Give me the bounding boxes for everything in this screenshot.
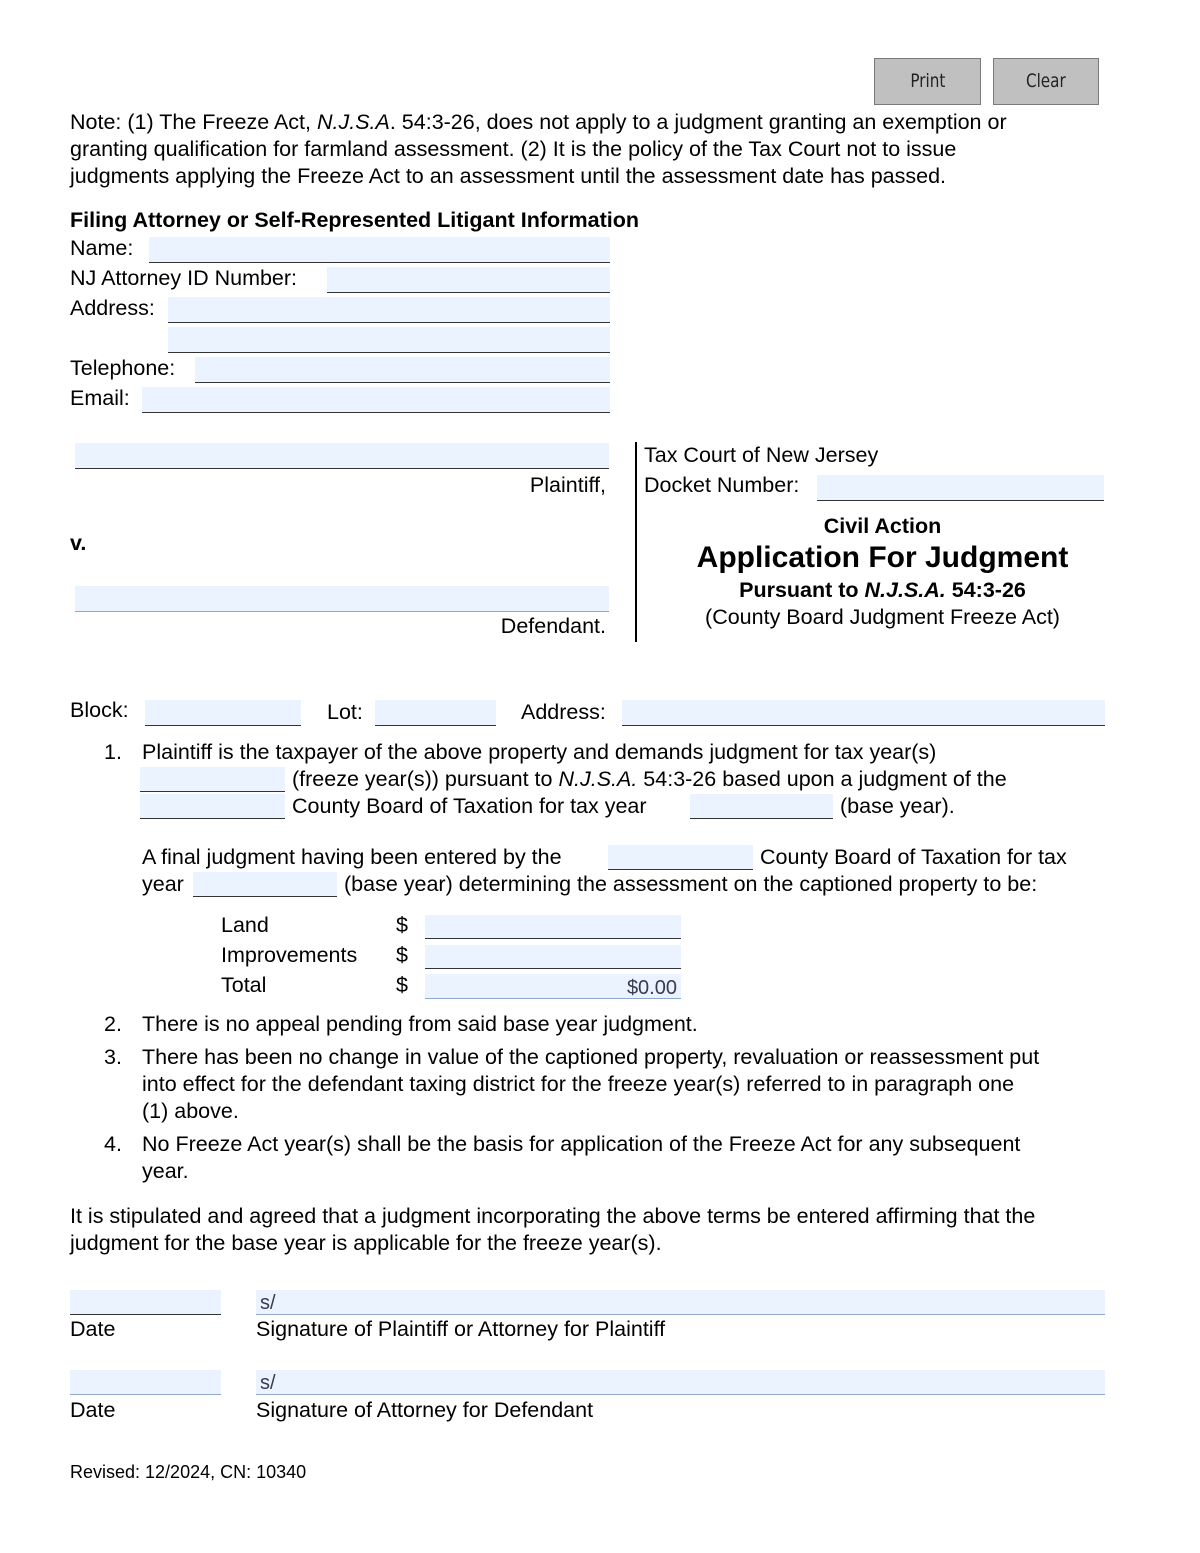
- note-text: Note: (1) The Freeze Act,: [70, 110, 317, 134]
- para1-number: 1.: [104, 740, 122, 764]
- court-name: Tax Court of New Jersey: [644, 443, 879, 467]
- stipulation-line-2: judgment for the base year is applicable for the freeze year(s).: [70, 1231, 662, 1255]
- defendant-signature-label: Signature of Attorney for Defendant: [256, 1398, 594, 1422]
- land-currency: $: [396, 913, 408, 937]
- para1-line-1: Plaintiff is the taxpayer of the above property and demands judgment for tax year(s): [142, 740, 937, 764]
- plaintiff-signature-label: Signature of Plaintiff or Attorney for Plaintiff: [256, 1317, 666, 1341]
- note: [70, 109, 1150, 190]
- note-line-1: [70, 109, 1150, 136]
- pursuant-citation: N.J.S.A.: [864, 578, 946, 602]
- address-field-line-2[interactable]: [168, 327, 610, 353]
- plaintiff-label: Plaintiff,: [529, 473, 606, 497]
- stipulation-line-1: It is stipulated and agreed that a judgment incorporating the above terms be entered affirming that the: [70, 1204, 1036, 1228]
- versus-label: v.: [70, 531, 87, 555]
- form-title: Application For Judgment: [696, 541, 1069, 574]
- base-year-field[interactable]: [690, 794, 833, 819]
- form-pursuant: [640, 577, 1125, 604]
- total-currency: $: [396, 973, 408, 997]
- name-field[interactable]: [149, 237, 610, 263]
- pursuant-text: 54:3-26: [945, 578, 1026, 602]
- plaintiff-field[interactable]: [75, 443, 609, 469]
- defendant-signature-field[interactable]: [256, 1370, 1105, 1395]
- para3-line-2: into effect for the defendant taxing district for the freeze year(s) referred to in paragraph one: [142, 1072, 1015, 1096]
- plaintiff-date-label: Date: [70, 1317, 116, 1341]
- plaintiff-signature-field[interactable]: [256, 1290, 1105, 1315]
- para1-line-3b: (base year).: [840, 794, 955, 818]
- defendant-date-label: Date: [70, 1398, 116, 1422]
- plaintiff-signature-prefix: s/: [260, 1292, 276, 1314]
- print-button[interactable]: [874, 58, 981, 105]
- clear-button-label: Clear: [1026, 70, 1066, 92]
- final-judgment-a: A final judgment having been entered by the: [142, 845, 562, 869]
- print-button-label: Print: [910, 70, 945, 92]
- final-judgment-d: (base year) determining the assessment on the captioned property to be:: [344, 872, 1038, 896]
- para2-number: 2.: [104, 1012, 122, 1036]
- lot-field[interactable]: [375, 700, 496, 726]
- improvements-currency: $: [396, 943, 408, 967]
- land-label: Land: [221, 913, 269, 937]
- para4-line-2: year.: [142, 1159, 189, 1183]
- freeze-years-field[interactable]: [140, 767, 285, 792]
- telephone-field[interactable]: [195, 357, 610, 383]
- telephone-label: Telephone:: [70, 356, 176, 380]
- note-citation: N.J.S.A: [316, 110, 390, 134]
- name-label: Name:: [70, 236, 134, 260]
- total-value: $0.00: [626, 977, 677, 999]
- caption-divider: [635, 442, 637, 642]
- note-text: . 54:3-26, does not apply to a judgment granting an exemption or: [389, 110, 1007, 134]
- para1-text: 54:3-26 based upon a judgment of the: [637, 767, 1007, 791]
- revision-footer: Revised: 12/2024, CN: 10340: [70, 1462, 307, 1482]
- defendant-date-field[interactable]: [70, 1370, 221, 1395]
- para1-line-2: [292, 766, 1007, 793]
- para4-line-1: No Freeze Act year(s) shall be the basis for application of the Freeze Act for any subsequent: [142, 1132, 1021, 1156]
- attorney-id-label: NJ Attorney ID Number:: [70, 266, 298, 290]
- block-field[interactable]: [145, 700, 301, 726]
- email-field[interactable]: [142, 387, 610, 413]
- total-label: Total: [221, 973, 267, 997]
- attorney-id-field[interactable]: [327, 267, 610, 293]
- email-label: Email:: [70, 386, 130, 410]
- improvements-field[interactable]: [425, 945, 681, 969]
- plaintiff-date-field[interactable]: [70, 1290, 221, 1315]
- pursuant-text: Pursuant to: [739, 578, 865, 602]
- county-field[interactable]: [140, 794, 285, 819]
- para1-text: (freeze year(s)) pursuant to: [292, 767, 559, 791]
- final-judgment-c: year: [142, 872, 184, 896]
- improvements-label: Improvements: [221, 943, 358, 967]
- para3-line-1: There has been no change in value of the captioned property, revaluation or reassessment put: [142, 1045, 1040, 1069]
- para1-citation: N.J.S.A.: [558, 767, 638, 791]
- final-judgment-b: County Board of Taxation for tax: [760, 845, 1067, 869]
- docket-number-field[interactable]: [817, 475, 1104, 501]
- filer-heading: Filing Attorney or Self-Represented Litigant Information: [70, 208, 639, 232]
- final-base-year-field[interactable]: [193, 872, 337, 897]
- form-subtitle: (County Board Judgment Freeze Act): [705, 605, 1060, 629]
- property-address-label: Address:: [521, 700, 606, 724]
- land-field[interactable]: [425, 915, 681, 939]
- lot-label: Lot:: [327, 700, 363, 724]
- defendant-signature-prefix: s/: [260, 1372, 276, 1394]
- defendant-field[interactable]: [75, 586, 609, 612]
- block-label: Block:: [70, 698, 129, 722]
- para1-line-3a: County Board of Taxation for tax year: [292, 794, 647, 818]
- para3-line-3: (1) above.: [142, 1099, 239, 1123]
- note-line-2: granting qualification for farmland assessment. (2) It is the policy of the Tax Court not to issue: [70, 137, 957, 161]
- clear-button[interactable]: [993, 58, 1099, 105]
- defendant-label: Defendant.: [500, 614, 606, 638]
- para4-number: 4.: [104, 1132, 122, 1156]
- civil-action-label: Civil Action: [823, 514, 942, 538]
- address-field-line-1[interactable]: [168, 297, 610, 323]
- final-county-field[interactable]: [608, 845, 753, 870]
- docket-label: Docket Number:: [644, 473, 800, 497]
- address-label: Address:: [70, 296, 155, 320]
- note-line-3: judgments applying the Freeze Act to an assessment until the assessment date has passed.: [70, 164, 947, 188]
- property-address-field[interactable]: [622, 700, 1105, 726]
- para3-number: 3.: [104, 1045, 122, 1069]
- para2-text: There is no appeal pending from said base year judgment.: [142, 1012, 698, 1036]
